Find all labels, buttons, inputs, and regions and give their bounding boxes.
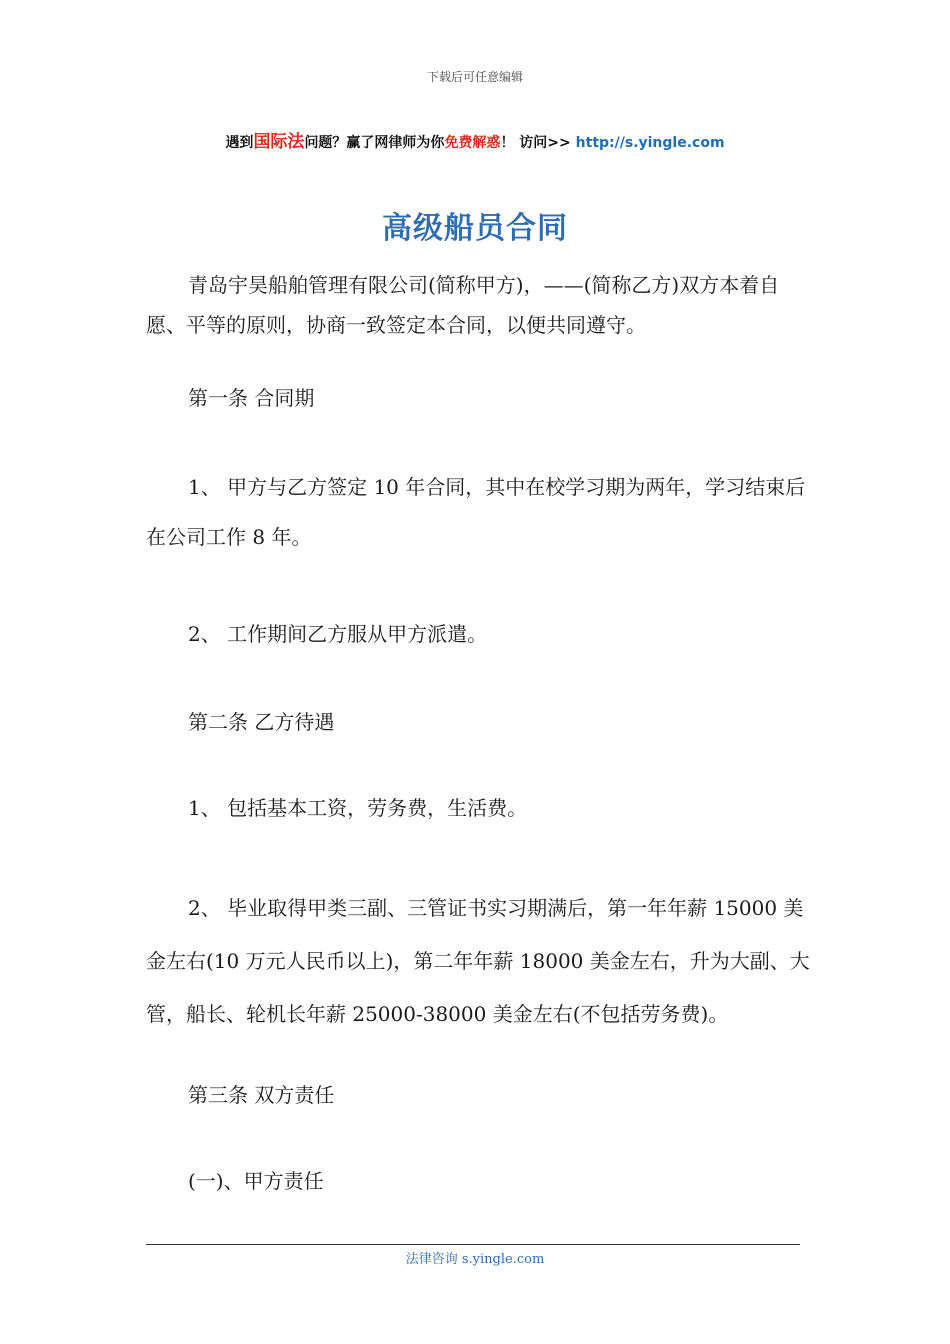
article-3-sub-1: (一)、甲方责任 (188, 1169, 324, 1193)
document-title: 高级船员合同 (382, 211, 568, 246)
promo-text-2: 问题？赢了网律师为你 (304, 135, 445, 151)
promo-link[interactable]: http://s.yingle.com (575, 135, 725, 151)
article-2-item-2: 2、 毕业取得甲类三副、三管证书实习期满后，第一年年薪 15000 美金左右(10 万元人民币以上)，第二年年薪 18000 美金左右，升为大副、大管，船长、轮机长年薪 25000-38000 美金左右(不包括劳务费)。 (146, 896, 810, 1026)
promo-text-3: ！ 访问>> (500, 135, 576, 151)
promo-free: 免费解惑 (444, 135, 501, 151)
article-3-heading: 第三条 双方责任 (188, 1083, 335, 1107)
promo-text-1: 遇到 (225, 135, 254, 151)
footer-divider (146, 1244, 800, 1245)
download-note: 下载后可任意编辑 (426, 70, 523, 84)
article-1-heading: 第一条 合同期 (188, 386, 315, 410)
promo-banner (0, 127, 950, 152)
article-1-item-2: 2、 工作期间乙方服从甲方派遣。 (188, 622, 488, 646)
article-1-item-1: 1、 甲方与乙方签定 10 年合同，其中在校学习期为两年，学习结束后在公司工作 8 年。 (146, 475, 806, 549)
article-2-item-1: 1、 包括基本工资，劳务费，生活费。 (188, 796, 528, 820)
promo-topic: 国际法 (253, 132, 305, 152)
article-2-heading: 第二条 乙方待遇 (188, 710, 335, 734)
intro-paragraph: 青岛宇昊船舶管理有限公司(简称甲方)，——(简称乙方)双方本着自愿、平等的原则，协商一致签定本合同，以便共同遵守。 (146, 273, 780, 337)
footer-link[interactable]: 法律咨询 s.yingle.com (405, 1252, 545, 1267)
